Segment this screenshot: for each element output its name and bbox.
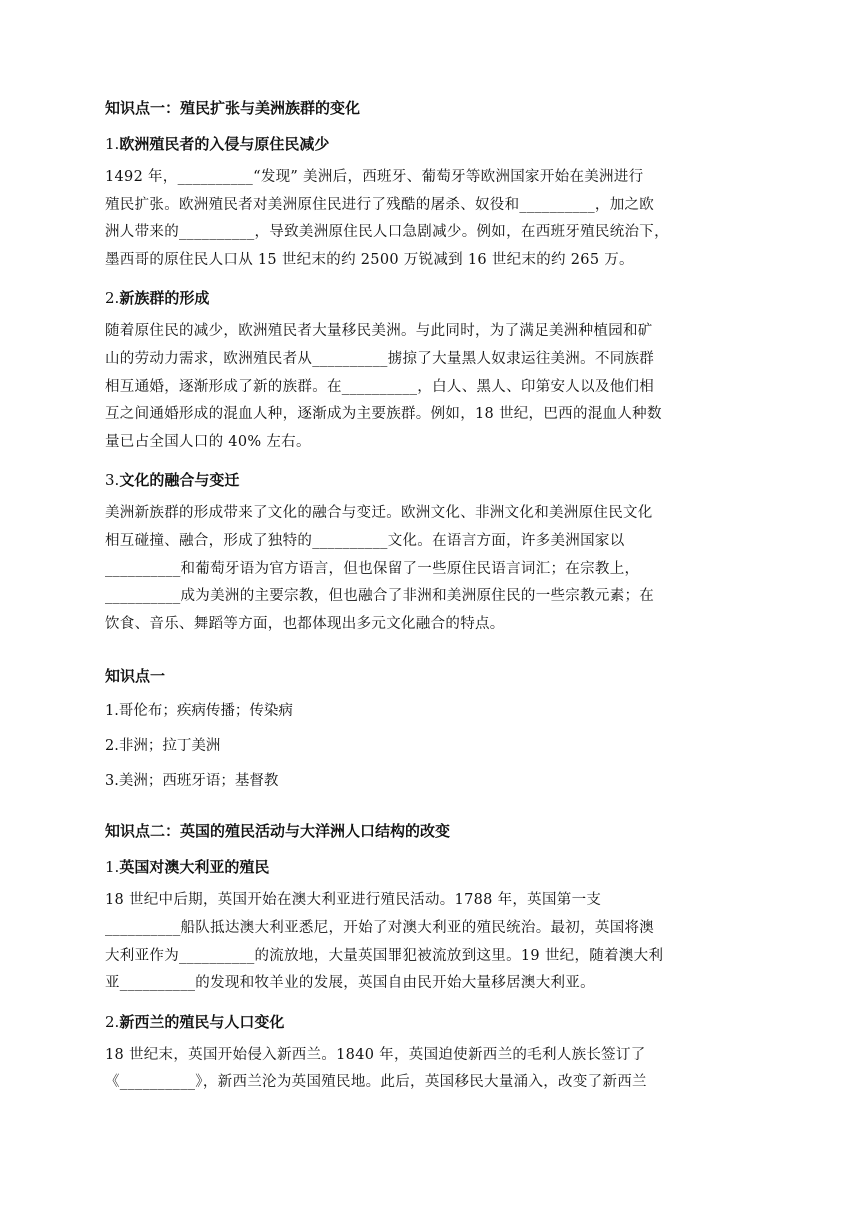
answer-line: 3.美洲；西班牙语；基督教 xyxy=(105,773,279,790)
item-title: 新西兰的殖民与人口变化 xyxy=(119,1012,285,1031)
paragraph-line: 量已占全国人口的 40% 左右。 xyxy=(105,433,311,450)
item-title: 英国对澳大利亚的殖民 xyxy=(119,858,270,877)
section-1-item-3-heading xyxy=(105,468,755,492)
paragraph-line: 殖民扩张。欧洲殖民者对美洲原住民进行了残酷的屠杀、奴役和__________，加之欧 xyxy=(105,196,655,213)
section-1-item-1-heading xyxy=(105,132,755,156)
answer-line: 1.哥伦布；疾病传播；传染病 xyxy=(105,703,293,720)
item-number: 3. xyxy=(105,471,120,490)
section-1-item-2-paragraph xyxy=(105,318,755,456)
paragraph-line: __________和葡萄牙语为官方语言，但也保留了一些原住民语言词汇；在宗教上， xyxy=(105,560,640,577)
paragraph-line: 亚__________的发现和牧羊业的发展，英国自由民开始大量移居澳大利亚。 xyxy=(105,975,595,992)
item-title: 欧洲殖民者的入侵与原住民减少 xyxy=(119,135,330,153)
item-number: 1. xyxy=(105,135,120,153)
paragraph-line: 山的劳动力需求，欧洲殖民者从__________掳掠了大量黑人奴隶运往美洲。不同族群 xyxy=(105,350,655,367)
paragraph-line: 18 世纪末，英国开始侵入新西兰。1840 年，英国迫使新西兰的毛利人族长签订了 xyxy=(105,1046,646,1063)
document-page xyxy=(105,96,755,1097)
item-title: 文化的融合与变迁 xyxy=(119,471,240,490)
paragraph-line: 18 世纪中后期，英国开始在澳大利亚进行殖民活动。1788 年，英国第一支 xyxy=(105,892,602,909)
paragraph-line: 1492 年，__________“发现” 美洲后，西班牙、葡萄牙等欧洲国家开始在美洲进行 xyxy=(105,169,644,185)
paragraph-line: 互之间通婚形成的混血人种，逐渐成为主要族群。例如，18 世纪，巴西的混血人种数 xyxy=(105,406,662,423)
section-1-item-2-heading xyxy=(105,286,755,310)
paragraph-line: __________成为美洲的主要宗教，但也融合了非洲和美洲原住民的一些宗教元素；在 xyxy=(105,588,655,605)
answers-1-heading: 知识点一 xyxy=(105,667,166,686)
section-1-item-1-paragraph xyxy=(105,164,755,274)
paragraph-line: 《__________》，新西兰沦为英国殖民地。此后，英国移民大量涌入，改变了新西兰 xyxy=(105,1074,647,1091)
section-2-item-1-paragraph xyxy=(105,887,755,997)
paragraph-line: 随着原住民的减少，欧洲殖民者大量移民美洲。与此同时，为了满足美洲种植园和矿 xyxy=(105,323,653,340)
paragraph-line: 美洲新族群的形成带来了文化的融合与变迁。欧洲文化、非洲文化和美洲原住民文化 xyxy=(105,505,653,522)
paragraph-line: 相互通婚，逐渐形成了新的族群。在__________，白人、黑人、印第安人以及他们相 xyxy=(105,378,655,395)
section-1-item-3-paragraph xyxy=(105,500,755,638)
item-number: 1. xyxy=(105,858,120,877)
section-2-item-1-heading xyxy=(105,855,755,879)
item-number: 2. xyxy=(105,289,120,308)
paragraph-line: 相互碰撞、融合，形成了独特的__________文化。在语言方面，许多美洲国家以 xyxy=(105,532,625,549)
paragraph-line: 大利亚作为__________的流放地，大量英国罪犯被流放到这里。19 世纪，随着澳大利 xyxy=(105,947,664,964)
section-2-heading: 知识点二：英国的殖民活动与大洋洲人口结构的改变 xyxy=(105,822,451,841)
section-1-heading: 知识点一：殖民扩张与美洲族群的变化 xyxy=(105,99,361,117)
paragraph-line: __________船队抵达澳大利亚悉尼，开始了对澳大利亚的殖民统治。最初，英国将澳 xyxy=(105,919,655,936)
section-2-item-2-heading xyxy=(105,1010,755,1034)
item-number: 2. xyxy=(105,1012,120,1031)
paragraph-line: 洲人带来的__________，导致美洲原住民人口急剧减少。例如，在西班牙殖民统治下， xyxy=(105,224,669,241)
paragraph-line: 饮食、音乐、舞蹈等方面，也都体现出多元文化融合的特点。 xyxy=(105,615,505,632)
paragraph-line: 墨西哥的原住民人口从 15 世纪末的约 2500 万锐减到 16 世纪末的约 265 万。 xyxy=(105,251,634,268)
item-title: 新族群的形成 xyxy=(119,289,210,308)
answer-line: 2.非洲；拉丁美洲 xyxy=(105,738,221,755)
section-2-item-2-paragraph xyxy=(105,1042,755,1097)
